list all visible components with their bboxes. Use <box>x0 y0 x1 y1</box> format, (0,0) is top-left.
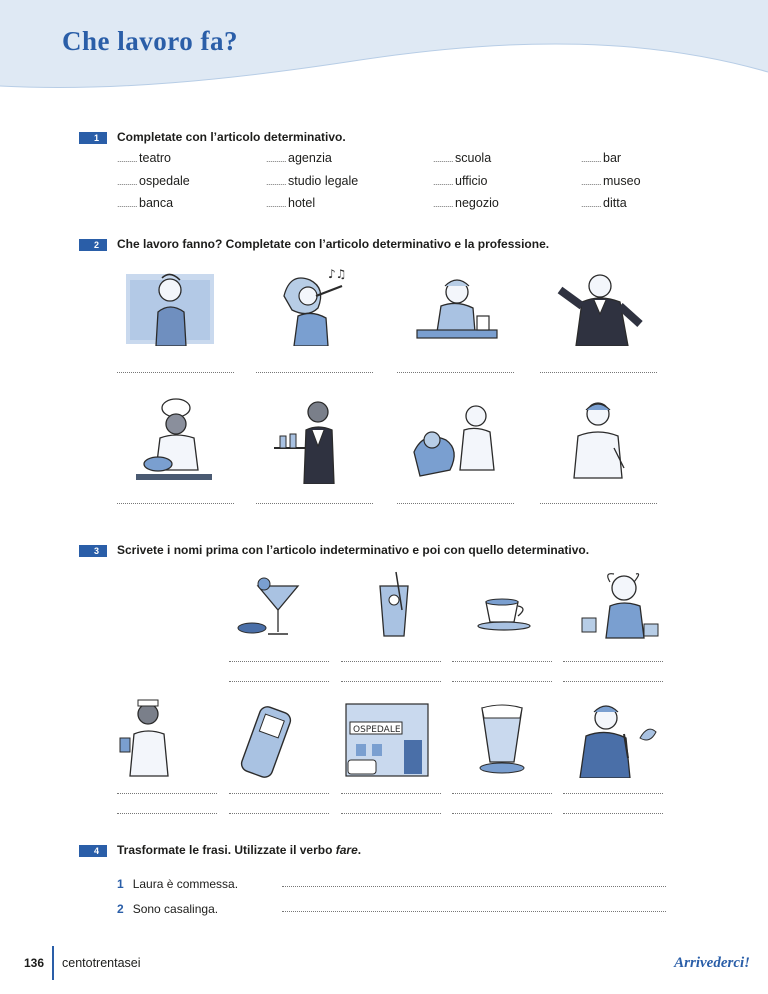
svg-text:OSPEDALE: OSPEDALE <box>353 725 401 735</box>
answer-line[interactable] <box>229 661 329 662</box>
doctor-illustration <box>410 400 504 482</box>
answer-line[interactable] <box>117 372 234 373</box>
page-title: Che lavoro fa? <box>62 26 238 56</box>
page-number-word: centotrentasei <box>62 956 141 970</box>
answer-line[interactable] <box>341 793 441 794</box>
answer-line[interactable] <box>397 503 514 504</box>
mobile-phone-illustration <box>236 704 296 780</box>
svg-text:♪♫: ♪♫ <box>328 267 347 281</box>
chef-illustration <box>136 398 212 482</box>
footer-divider <box>52 946 54 980</box>
sentence-1: 1 Laura è commessa. <box>117 877 239 891</box>
answer-line[interactable] <box>341 661 441 662</box>
ex1-item[interactable]: .......... agenzia <box>266 151 332 165</box>
ex1-item[interactable]: .......... negozio <box>433 196 499 210</box>
answer-line[interactable] <box>117 503 234 504</box>
answer-line[interactable] <box>452 813 552 814</box>
cocktail-illustration <box>236 576 304 638</box>
waiter-illustration <box>272 396 358 484</box>
shop-assistant-illustration <box>566 398 630 482</box>
painter-illustration <box>126 268 214 346</box>
ex1-item[interactable]: .......... ufficio <box>433 174 488 188</box>
answer-line[interactable] <box>397 372 514 373</box>
sentence-2: 2 Sono casalinga. <box>117 902 219 916</box>
glass-drink-illustration <box>374 570 414 640</box>
answer-line[interactable] <box>540 503 657 504</box>
coffee-cup-illustration <box>474 594 534 632</box>
ex1-item[interactable]: .......... ospedale <box>117 174 190 188</box>
answer-line[interactable] <box>563 661 663 662</box>
lawyer-illustration <box>548 266 650 346</box>
answer-line[interactable] <box>282 911 666 912</box>
page-number: 136 <box>24 956 45 970</box>
exercise-3-instruction: Scrivete i nomi prima con l’articolo indeterminativo e poi con quello determinativo. <box>117 543 590 557</box>
answer-line[interactable] <box>452 793 552 794</box>
waitress-illustration <box>118 698 184 778</box>
answer-line[interactable] <box>229 793 329 794</box>
answer-line[interactable] <box>341 681 441 682</box>
ex1-item[interactable]: .......... scuola <box>433 151 492 165</box>
answer-line[interactable] <box>563 681 663 682</box>
ex1-item[interactable]: .......... hotel <box>266 196 316 210</box>
ex1-item[interactable]: .......... bar <box>581 151 622 165</box>
answer-line[interactable] <box>563 813 663 814</box>
answer-line[interactable] <box>256 372 373 373</box>
answer-line[interactable] <box>117 813 217 814</box>
answer-line[interactable] <box>452 681 552 682</box>
exercise-2-instruction: Che lavoro fanno? Completate con l’articolo determinativo e la professione. <box>117 237 550 251</box>
exercise-4-number: 4 <box>79 845 107 857</box>
ex1-item[interactable]: .......... studio legale <box>266 174 359 188</box>
answer-line[interactable] <box>452 661 552 662</box>
answer-line[interactable] <box>563 793 663 794</box>
answer-line[interactable] <box>117 793 217 794</box>
scientist-illustration <box>578 568 662 644</box>
exercise-1-instruction: Completate con l’articolo determinativo. <box>117 130 346 144</box>
ex1-item[interactable]: .......... teatro <box>117 151 171 165</box>
answer-line[interactable] <box>540 372 657 373</box>
brand-logo: Arrivederci! <box>674 955 750 971</box>
hospital-illustration <box>342 700 432 780</box>
answer-line[interactable] <box>341 813 441 814</box>
man-singing-illustration <box>576 698 662 778</box>
exercise-1-number: 1 <box>79 132 107 144</box>
ex1-item[interactable]: .......... museo <box>581 174 641 188</box>
ex1-item[interactable]: .......... banca <box>117 196 174 210</box>
beer-glass-illustration <box>474 702 530 778</box>
ex1-item[interactable]: .......... ditta <box>581 196 627 210</box>
exercise-4-instruction: Trasformate le frasi. Utilizzate il verbo fare. <box>117 843 362 857</box>
exercise-3-number: 3 <box>79 545 107 557</box>
singer-illustration <box>270 266 356 346</box>
teacher-illustration <box>407 268 503 346</box>
answer-line[interactable] <box>256 503 373 504</box>
answer-line[interactable] <box>229 681 329 682</box>
answer-line[interactable] <box>229 813 329 814</box>
answer-line[interactable] <box>282 886 666 887</box>
exercise-2-number: 2 <box>79 239 107 251</box>
